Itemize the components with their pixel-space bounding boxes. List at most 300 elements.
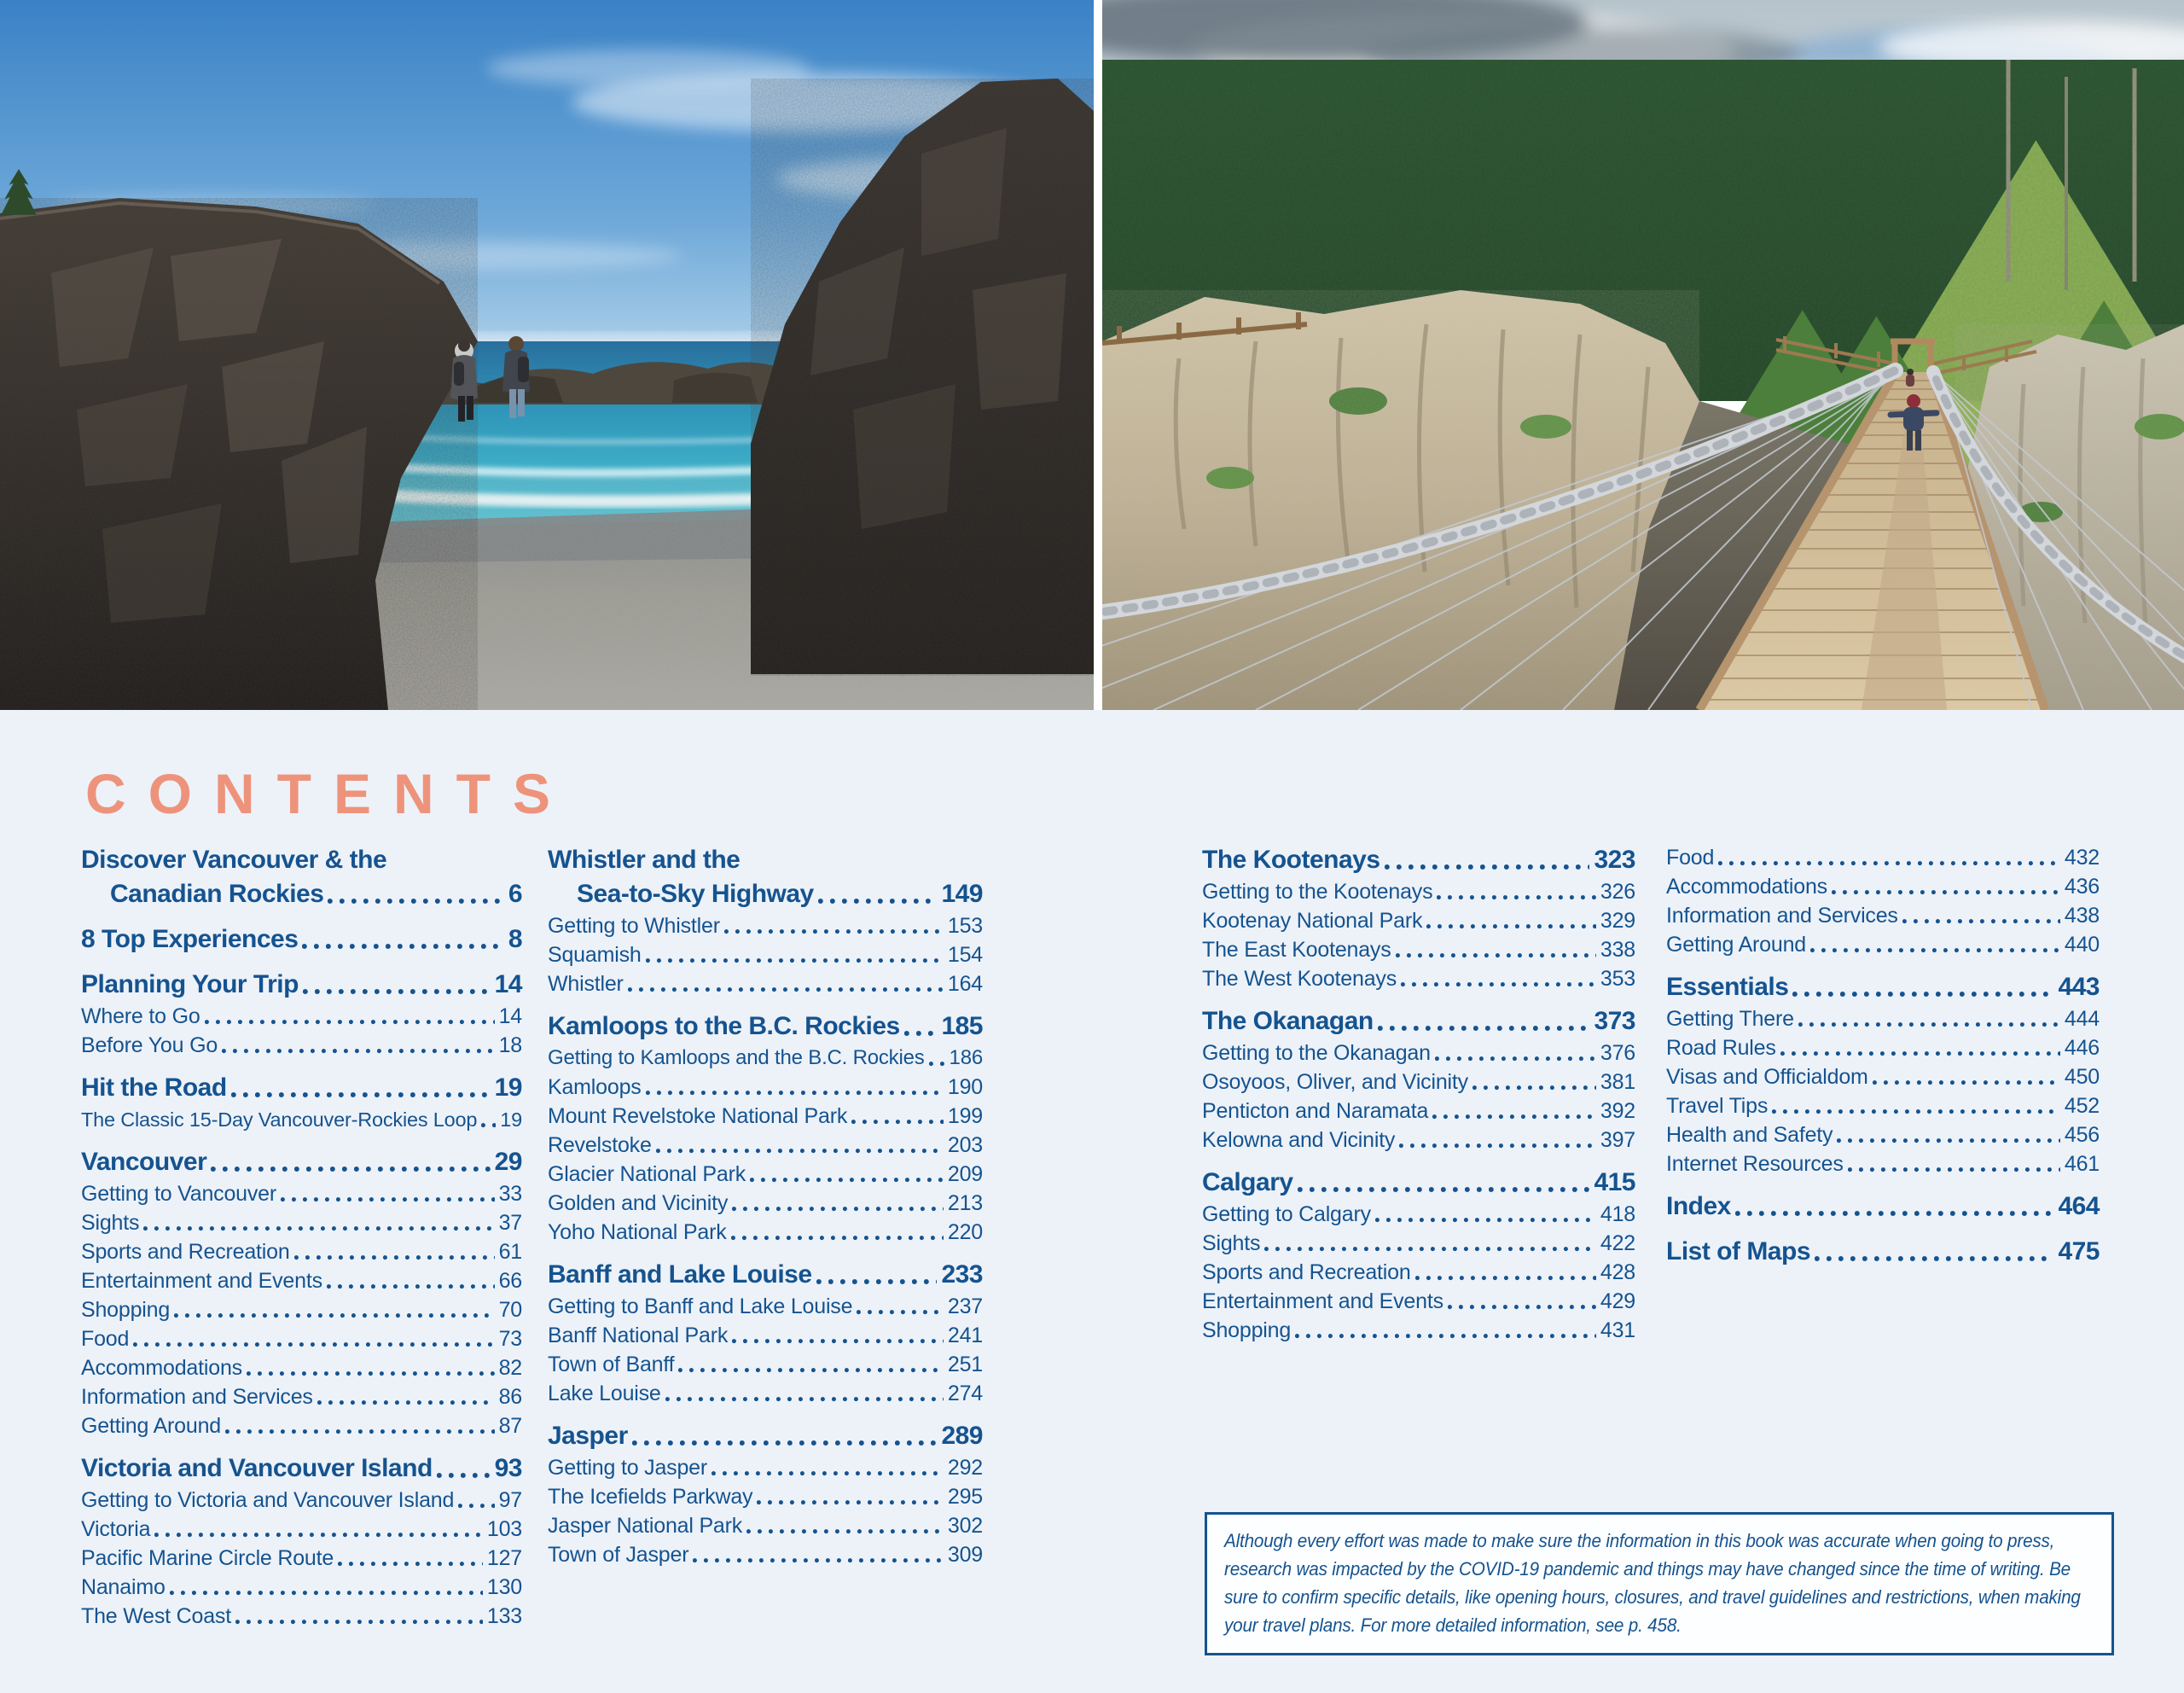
dot-leader — [1401, 964, 1596, 993]
page-number: 326 — [1600, 880, 1635, 904]
dot-leader — [458, 1486, 494, 1515]
toc-entry-label: Food — [1666, 846, 1715, 870]
toc-entry-label: Squamish — [548, 943, 642, 967]
toc-entry — [81, 1515, 522, 1544]
toc-entry — [548, 1218, 983, 1247]
toc-entry — [1666, 1004, 2100, 1033]
page-number: 323 — [1594, 846, 1635, 874]
bridge-photo — [1102, 0, 2184, 710]
toc-entry — [1666, 930, 2100, 959]
page-number: 446 — [2064, 1036, 2100, 1060]
page-title: CONTENTS — [85, 762, 572, 825]
toc-column-2 — [548, 843, 983, 1569]
toc-entry-label: Discover Vancouver & the — [81, 846, 387, 874]
dot-leader — [665, 1379, 944, 1408]
page-number: 61 — [498, 1240, 522, 1264]
page-number: 6 — [508, 880, 522, 908]
dot-leader — [929, 1044, 945, 1073]
toc-section-entry — [548, 877, 983, 911]
toc-entry — [81, 1411, 522, 1440]
dot-leader — [678, 1350, 943, 1379]
toc-entry — [1202, 1258, 1635, 1287]
toc-entry-label: Planning Your Trip — [81, 970, 299, 998]
toc-entry-label: Sports and Recreation — [1202, 1260, 1411, 1284]
dot-leader — [1375, 1200, 1596, 1229]
toc-section-entry — [81, 1071, 522, 1105]
toc-entry-label: The West Kootenays — [1202, 967, 1397, 991]
page-number: 443 — [2058, 973, 2100, 1001]
toc-section-entry — [1202, 1166, 1635, 1200]
dot-leader — [211, 1145, 490, 1179]
page-number: 274 — [947, 1382, 983, 1405]
page-number: 86 — [498, 1385, 522, 1409]
dot-leader — [317, 1382, 495, 1411]
dot-leader — [732, 1189, 944, 1218]
dot-leader — [143, 1208, 494, 1237]
dot-leader — [632, 1419, 938, 1453]
toc-entry — [1666, 1091, 2100, 1120]
toc-entry-label: Food — [81, 1327, 130, 1351]
page-number: 431 — [1600, 1318, 1635, 1342]
page-number: 438 — [2064, 904, 2100, 928]
toc-entry-label: Glacier National Park — [548, 1162, 746, 1186]
dot-leader — [327, 1266, 495, 1295]
toc-entry-label: Osoyoos, Oliver, and Vicinity — [1202, 1070, 1468, 1094]
page-number: 428 — [1600, 1260, 1635, 1284]
dot-leader — [731, 1218, 944, 1247]
toc-entry-label: The West Coast — [81, 1604, 231, 1628]
toc-entry-label: Lake Louise — [548, 1382, 661, 1405]
toc-entry-label: Kamloops — [548, 1075, 642, 1099]
page-number: 440 — [2064, 933, 2100, 957]
dot-leader — [693, 1540, 944, 1569]
page-number: 93 — [494, 1454, 522, 1482]
page-number: 329 — [1600, 909, 1635, 933]
toc-entry-label: Sports and Recreation — [81, 1240, 290, 1264]
dot-leader — [338, 1544, 483, 1573]
dot-leader — [1792, 970, 2053, 1004]
dot-leader — [1815, 1235, 2053, 1269]
photo-spread — [0, 0, 2184, 710]
toc-entry — [1202, 1316, 1635, 1345]
dot-leader — [294, 1237, 495, 1266]
toc-section-entry — [81, 922, 522, 957]
page-number: 33 — [498, 1182, 522, 1206]
toc-entry-label: Vancouver — [81, 1148, 207, 1176]
toc-entry — [81, 1266, 522, 1295]
toc-entry-label: Golden and Vicinity — [548, 1191, 729, 1215]
toc-entry-label: Getting Around — [81, 1414, 221, 1438]
page-number: 289 — [941, 1422, 983, 1450]
dot-leader — [247, 1353, 495, 1382]
page-number: 444 — [2064, 1007, 2100, 1031]
page-number: 133 — [486, 1604, 522, 1628]
toc-section-entry — [81, 877, 522, 911]
toc-section-entry — [548, 1009, 983, 1044]
toc-column-3 — [1202, 843, 1635, 1345]
page-number: 73 — [498, 1327, 522, 1351]
dot-leader — [1832, 872, 2060, 901]
page-number: 241 — [947, 1324, 983, 1347]
toc-entry — [548, 1102, 983, 1131]
toc-entry — [1666, 1062, 2100, 1091]
page-number: 295 — [947, 1485, 983, 1509]
page-number: 164 — [947, 972, 983, 996]
page-number: 199 — [947, 1104, 983, 1128]
toc-section-entry — [81, 843, 522, 877]
page-number: 29 — [494, 1148, 522, 1176]
toc-entry-label: The Kootenays — [1202, 846, 1380, 874]
toc-entry — [548, 1160, 983, 1189]
toc-entry-label: Calgary — [1202, 1168, 1293, 1196]
toc-entry-label: Health and Safety — [1666, 1123, 1833, 1147]
toc-entry-label: Sea-to-Sky Highway — [577, 880, 814, 908]
toc-entry-label: Getting to the Kootenays — [1202, 880, 1433, 904]
toc-entry-label: Jasper — [548, 1422, 628, 1450]
page-number: 185 — [941, 1012, 983, 1040]
toc-entry — [81, 1105, 522, 1134]
toc-entry-label: Pacific Marine Circle Route — [81, 1546, 334, 1570]
dot-leader — [712, 1453, 944, 1482]
toc-entry-label: Shopping — [81, 1298, 171, 1322]
toc-entry-label: Banff National Park — [548, 1324, 729, 1347]
toc-entry — [81, 1353, 522, 1382]
toc-entry-label: Getting to Calgary — [1202, 1202, 1371, 1226]
page-number: 233 — [941, 1260, 983, 1289]
page-number: 130 — [486, 1575, 522, 1599]
dot-leader — [1780, 1033, 2060, 1062]
page-number: 153 — [947, 914, 983, 938]
dot-leader — [437, 1452, 491, 1486]
toc-entry-label: Banff and Lake Louise — [548, 1260, 812, 1289]
dot-leader — [724, 911, 944, 940]
page-number: 376 — [1600, 1041, 1635, 1065]
page-number: 475 — [2058, 1237, 2100, 1265]
toc-entry — [1202, 1068, 1635, 1097]
dot-leader — [174, 1295, 495, 1324]
toc-entry-label: Town of Banff — [548, 1353, 675, 1376]
page-number: 18 — [498, 1033, 522, 1057]
page-number: 97 — [498, 1488, 522, 1512]
toc-entry-label: Visas and Officialdom — [1666, 1065, 1868, 1089]
toc-entry-label: Getting to Vancouver — [81, 1182, 277, 1206]
toc-entry — [548, 1540, 983, 1569]
toc-entry — [1202, 1126, 1635, 1155]
toc-entry-label: List of Maps — [1666, 1237, 1811, 1265]
toc-entry — [81, 1295, 522, 1324]
toc-entry-label: Entertainment and Events — [81, 1269, 322, 1293]
dot-leader — [1385, 843, 1590, 877]
dot-leader — [656, 1131, 944, 1160]
toc-entry-label: Sights — [1202, 1231, 1261, 1255]
toc-entry — [1202, 1287, 1635, 1316]
page-number: 190 — [947, 1075, 983, 1099]
toc-entry-label: Information and Services — [81, 1385, 313, 1409]
dot-leader — [1873, 1062, 2060, 1091]
dot-leader — [646, 1073, 944, 1102]
toc-entry — [81, 1573, 522, 1602]
toc-entry — [548, 1073, 983, 1102]
dot-leader — [818, 877, 938, 911]
page-number: 415 — [1594, 1168, 1635, 1196]
page-number: 302 — [947, 1514, 983, 1538]
toc-section-entry — [1666, 970, 2100, 1004]
dot-leader — [1810, 930, 2060, 959]
toc-entry-label: Getting to the Okanagan — [1202, 1041, 1431, 1065]
page-number: 14 — [494, 970, 522, 998]
page-number: 14 — [498, 1004, 522, 1028]
toc-entry — [81, 1237, 522, 1266]
toc-section-entry — [548, 843, 983, 877]
page-number: 392 — [1600, 1099, 1635, 1123]
toc-entry — [1202, 906, 1635, 935]
toc-entry — [548, 1131, 983, 1160]
dot-leader — [1295, 1316, 1596, 1345]
toc-entry — [548, 1189, 983, 1218]
toc-entry-label: Road Rules — [1666, 1036, 1776, 1060]
dot-leader — [1837, 1120, 2060, 1149]
page-number: 464 — [2058, 1192, 2100, 1220]
toc-entry-label: Shopping — [1202, 1318, 1292, 1342]
dot-leader — [302, 922, 503, 957]
toc-entry — [548, 1379, 983, 1408]
toc-entry — [81, 1486, 522, 1515]
toc-entry — [548, 1511, 983, 1540]
dot-leader — [746, 1511, 944, 1540]
toc-entry — [548, 1482, 983, 1511]
toc-entry-label: Victoria — [81, 1517, 151, 1541]
toc-entry-label: Penticton and Naramata — [1202, 1099, 1429, 1123]
toc-entry — [548, 1350, 983, 1379]
toc-entry — [81, 1544, 522, 1573]
toc-entry-label: Whistler — [548, 972, 624, 996]
toc-entry-label: Index — [1666, 1192, 1731, 1220]
dot-leader — [328, 877, 503, 911]
toc-entry-label: Accommodations — [1666, 875, 1827, 899]
toc-entry — [1202, 1038, 1635, 1068]
dot-leader — [904, 1009, 938, 1044]
toc-entry-label: Kelowna and Vicinity — [1202, 1128, 1396, 1152]
toc-entry-label: Hit the Road — [81, 1073, 227, 1102]
toc-entry-label: Getting to Kamloops and the B.C. Rockies — [548, 1046, 925, 1069]
toc-section-entry — [1202, 1004, 1635, 1038]
page-number: 418 — [1600, 1202, 1635, 1226]
toc-entry-label: Sights — [81, 1211, 140, 1235]
toc-entry-label: Entertainment and Events — [1202, 1289, 1443, 1313]
toc-entry-label: Getting Around — [1666, 933, 1806, 957]
toc-entry — [1666, 843, 2100, 872]
toc-entry-label: Canadian Rockies — [110, 880, 324, 908]
page-number: 82 — [498, 1356, 522, 1380]
toc-entry — [548, 911, 983, 940]
dot-leader — [1902, 901, 2060, 930]
page-number: 19 — [500, 1108, 522, 1131]
dot-leader — [732, 1321, 944, 1350]
toc-entry — [1666, 872, 2100, 901]
beach-photo — [0, 0, 1094, 710]
toc-entry — [548, 1292, 983, 1321]
page-number: 309 — [947, 1543, 983, 1567]
toc-entry — [81, 1031, 522, 1060]
dot-leader — [281, 1179, 495, 1208]
toc-entry — [1202, 877, 1635, 906]
toc-section-entry — [81, 1452, 522, 1486]
toc-section-entry — [1202, 843, 1635, 877]
toc-entry — [548, 1321, 983, 1350]
dot-leader — [1378, 1004, 1590, 1038]
dot-leader — [857, 1292, 944, 1321]
toc-entry-label: Internet Resources — [1666, 1152, 1844, 1176]
toc-entry — [81, 1602, 522, 1631]
toc-entry — [1202, 1229, 1635, 1258]
toc-entry — [1666, 1120, 2100, 1149]
page-number: 432 — [2064, 846, 2100, 870]
covid-disclaimer-text: Although every effort was made to make sure the information in this book was accurate when going to press, research was impacted by the COVID-19 pandemic and things may have changed since the time of writing. Be sure to confirm specific details, like opening hours, closures, and travel guidelines and restrictions, when making your travel plans. For more detailed information, see p. 458. — [1224, 1530, 2081, 1636]
dot-leader — [222, 1031, 495, 1060]
dot-leader — [231, 1071, 491, 1105]
dot-leader — [1415, 1258, 1596, 1287]
toc-entry-label: Town of Jasper — [548, 1543, 689, 1567]
page-number: 220 — [947, 1220, 983, 1244]
page-number: 422 — [1600, 1231, 1635, 1255]
dot-leader — [205, 1002, 495, 1031]
toc-entry-label: Whistler and the — [548, 846, 741, 874]
dot-leader — [1437, 877, 1595, 906]
toc-section-entry — [548, 1419, 983, 1453]
toc-entry-label: Kootenay National Park — [1202, 909, 1423, 933]
toc-entry — [548, 1044, 983, 1073]
dot-leader — [1448, 1287, 1596, 1316]
toc-column-4 — [1666, 843, 2100, 1269]
toc-entry-label: Travel Tips — [1666, 1094, 1769, 1118]
page-number: 209 — [947, 1162, 983, 1186]
dot-leader — [1264, 1229, 1596, 1258]
page-number: 452 — [2064, 1094, 2100, 1118]
dot-leader — [757, 1482, 944, 1511]
toc-section-entry — [548, 1258, 983, 1292]
toc-entry — [81, 1002, 522, 1031]
toc-entry — [81, 1179, 522, 1208]
page-number: 251 — [947, 1353, 983, 1376]
toc-entry — [1202, 1097, 1635, 1126]
page-number: 70 — [498, 1298, 522, 1322]
toc-entry-label: The Classic 15-Day Vancouver-Rockies Loop — [81, 1108, 478, 1131]
covid-disclaimer-box — [1205, 1512, 2114, 1655]
dot-leader — [133, 1324, 494, 1353]
toc-column-1 — [81, 843, 522, 1631]
toc-entry — [1202, 1200, 1635, 1229]
toc-entry — [1666, 1149, 2100, 1178]
page-number: 292 — [947, 1456, 983, 1480]
dot-leader — [816, 1258, 938, 1292]
dot-leader — [1399, 1126, 1596, 1155]
dot-leader — [1798, 1004, 2060, 1033]
dot-leader — [235, 1602, 483, 1631]
page-number: 461 — [2064, 1152, 2100, 1176]
dot-leader — [170, 1573, 483, 1602]
toc-entry-label: Information and Services — [1666, 904, 1898, 928]
toc-entry — [1666, 1033, 2100, 1062]
toc-entry-label: Nanaimo — [81, 1575, 166, 1599]
dot-leader — [1435, 1038, 1596, 1068]
dot-leader — [1848, 1149, 2060, 1178]
toc-entry-label: Accommodations — [81, 1356, 242, 1380]
page-number: 338 — [1600, 938, 1635, 962]
page-number: 436 — [2064, 875, 2100, 899]
toc-entry-label: Where to Go — [81, 1004, 200, 1028]
dot-leader — [481, 1105, 496, 1134]
toc-entry-label: Kamloops to the B.C. Rockies — [548, 1012, 900, 1040]
toc-section-entry — [81, 1145, 522, 1179]
dot-leader — [154, 1515, 483, 1544]
dot-leader — [628, 969, 944, 998]
page-number: 381 — [1600, 1070, 1635, 1094]
toc-section-entry — [81, 968, 522, 1002]
toc-entry — [1202, 935, 1635, 964]
toc-entry — [548, 940, 983, 969]
toc-entry-label: The East Kootenays — [1202, 938, 1391, 962]
page-number: 353 — [1600, 967, 1635, 991]
dot-leader — [1298, 1166, 1590, 1200]
dot-leader — [851, 1102, 944, 1131]
toc-entry-label: The Icefields Parkway — [548, 1485, 753, 1509]
toc-entry-label: Victoria and Vancouver Island — [81, 1454, 433, 1482]
dot-leader — [646, 940, 944, 969]
toc-entry — [81, 1208, 522, 1237]
dot-leader — [1432, 1097, 1596, 1126]
toc-entry — [81, 1382, 522, 1411]
toc-section-entry — [1666, 1235, 2100, 1269]
toc-entry-label: Mount Revelstoke National Park — [548, 1104, 848, 1128]
page-number: 66 — [498, 1269, 522, 1293]
page-number: 203 — [947, 1133, 983, 1157]
toc-entry — [1202, 964, 1635, 993]
page-number: 103 — [486, 1517, 522, 1541]
toc-entry-label: 8 Top Experiences — [81, 925, 299, 953]
toc-entry — [81, 1324, 522, 1353]
toc-entry-label: Jasper National Park — [548, 1514, 743, 1538]
toc-entry-label: Getting There — [1666, 1007, 1794, 1031]
page-number: 87 — [498, 1414, 522, 1438]
dot-leader — [750, 1160, 944, 1189]
toc-entry-label: Essentials — [1666, 973, 1789, 1001]
page-number: 149 — [941, 880, 983, 908]
dot-leader — [1718, 843, 2060, 872]
dot-leader — [1735, 1190, 2054, 1224]
page-number: 456 — [2064, 1123, 2100, 1147]
page-number: 19 — [494, 1073, 522, 1102]
toc-entry-label: Revelstoke — [548, 1133, 652, 1157]
toc-entry-label: Getting to Whistler — [548, 914, 720, 938]
toc-entry — [548, 1453, 983, 1482]
toc-entry-label: Getting to Banff and Lake Louise — [548, 1294, 853, 1318]
page-number: 429 — [1600, 1289, 1635, 1313]
toc-entry — [548, 969, 983, 998]
toc-entry-label: Getting to Victoria and Vancouver Island — [81, 1488, 455, 1512]
dot-leader — [303, 968, 491, 1002]
page-number: 37 — [498, 1211, 522, 1235]
page-number: 450 — [2064, 1065, 2100, 1089]
dot-leader — [1396, 935, 1596, 964]
page-number: 397 — [1600, 1128, 1635, 1152]
toc-entry-label: Yoho National Park — [548, 1220, 727, 1244]
dot-leader — [225, 1411, 495, 1440]
dot-leader — [1772, 1091, 2060, 1120]
page-number: 213 — [947, 1191, 983, 1215]
page-number: 186 — [949, 1046, 983, 1069]
dot-leader — [1426, 906, 1596, 935]
page-number: 154 — [947, 943, 983, 967]
